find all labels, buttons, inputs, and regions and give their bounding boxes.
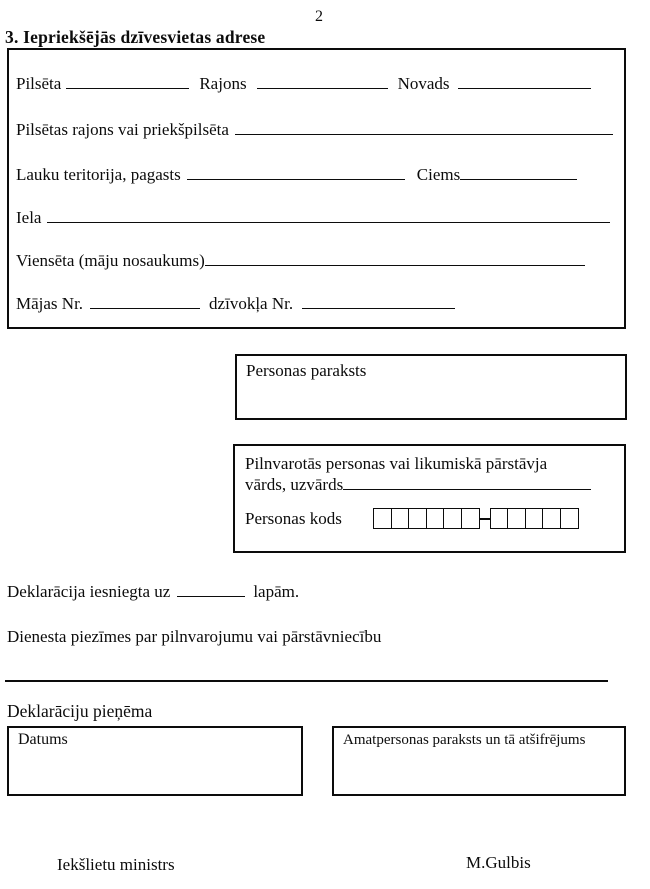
service-notes-label: Dienesta piezīmes par pilnvarojumu vai pārstāvniecību [7,627,382,646]
vienseta-blank-line [205,251,585,266]
minister-name: M.Gulbis [466,853,531,872]
previous-address-box [7,48,626,329]
datums-label: Datums [18,731,68,748]
personas-kods-cell [373,508,392,529]
vards-uzvards-label: vārds, uzvārds [245,475,344,494]
rajons-label: Rajons [199,74,247,93]
address-row-house [16,294,455,314]
address-row-rural [16,165,577,185]
majas-nr-blank-line [90,294,200,309]
personas-kods-cell [391,508,410,529]
novads-label: Novads [397,74,450,93]
personas-kods-group-2 [490,508,579,529]
personas-paraksts-label: Personas paraksts [246,361,367,380]
pages-count-blank-line [177,582,245,597]
personas-kods-cell [408,508,427,529]
ciems-label: Ciems [416,165,461,184]
address-row-city [16,74,591,94]
notes-rule-line [5,680,608,682]
personas-kods-dash [480,518,490,520]
personas-kods-cell [525,508,544,529]
personas-kods-cell [542,508,561,529]
majas-nr-label: Mājas Nr. [16,294,84,313]
pilsetas-rajons-label: Pilsētas rajons vai priekšpilsēta [16,120,229,139]
vienseta-label: Viensēta (māju nosaukums) [16,251,205,270]
vards-uzvards-blank-line [343,475,591,490]
novads-blank-line [458,74,591,89]
personas-kods-group-1 [373,508,480,529]
personas-kods-label: Personas kods [245,509,342,528]
personal-signature-box [235,354,627,420]
personas-kods-cell [426,508,445,529]
section-heading: 3. Iepriekšējās dzīvesvietas adrese [5,27,266,47]
address-row-street [16,208,610,228]
lauku-teritorija-label: Lauku teritorija, pagasts [16,165,181,184]
date-box [7,726,303,796]
dzivokla-nr-label: dzīvokļa Nr. [209,294,294,313]
personas-kods-row [245,508,624,529]
pilseta-blank-line [66,74,189,89]
representative-line1: Pilnvarotās personas vai likumiskā pārstāvja [245,454,548,473]
address-row-district [16,120,613,140]
personas-kods-cell [507,508,526,529]
rajons-blank-line [257,74,388,89]
declaration-submitted-line [7,582,299,602]
accepted-heading: Deklarāciju pieņēma [7,701,153,721]
pagasts-blank-line [187,165,405,180]
personas-kods-cell [560,508,579,529]
official-signature-box [332,726,626,796]
representative-box [233,444,626,553]
iela-label: Iela [16,208,42,227]
minister-title: Iekšlietu ministrs [57,855,175,874]
personas-kods-cell [490,508,509,529]
submitted-prefix: Deklarācija iesniegta uz [7,582,171,601]
submitted-suffix: lapām. [253,582,300,601]
amatpersonas-label: Amatpersonas paraksts un tā atšifrējums [343,732,586,748]
iela-blank-line [47,208,610,223]
representative-line2 [245,474,624,495]
pilseta-label: Pilsēta [16,74,62,93]
dzivokla-nr-blank-line [302,294,455,309]
personas-kods-cell [443,508,462,529]
page-number: 2 [315,8,323,25]
pilsetas-rajons-blank-line [235,120,613,135]
ciems-blank-line [460,165,577,180]
personas-kods-cell [461,508,480,529]
address-row-homestead [16,251,585,271]
